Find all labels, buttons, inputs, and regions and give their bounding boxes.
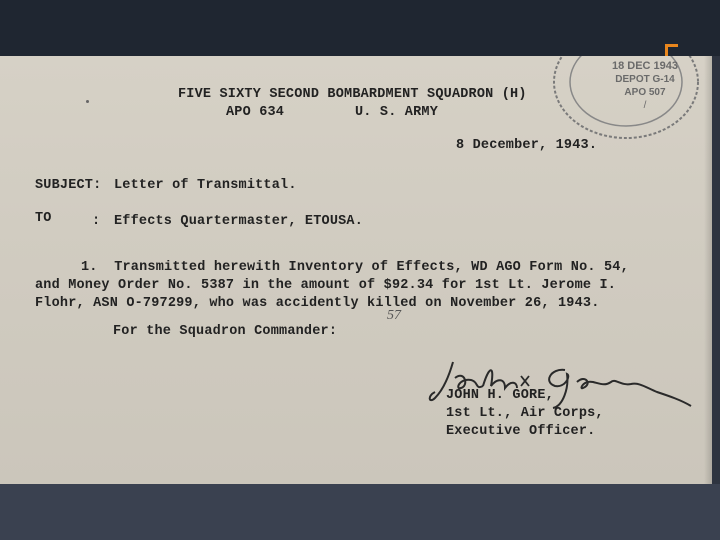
letter-date: 8 December, 1943. <box>456 138 598 153</box>
stamp-date: 18 DEC 1943 <box>611 60 679 72</box>
signer-rank: 1st Lt., Air Corps, <box>446 406 604 421</box>
letterhead-army: U. S. ARMY <box>355 105 439 120</box>
signer-title: Executive Officer. <box>446 424 596 439</box>
slide-top-band <box>0 0 720 56</box>
paper-speck <box>86 100 89 103</box>
depot-stamp <box>548 56 704 140</box>
stamp-mark: / <box>643 100 647 111</box>
body-line-2: and Money Order No. 5387 in the amount of $92.34 for 1st Lt. Jerome I. <box>35 278 617 293</box>
body-line-1: 1. Transmitted herewith Inventory of Effects, WD AGO Form No. 54, <box>81 260 629 275</box>
document-scan <box>0 56 712 484</box>
subject-value: Letter of Transmittal. <box>114 178 297 193</box>
slide-bottom-band <box>0 484 720 540</box>
signer-name: JOHN H. GORE, <box>446 388 554 403</box>
to-value: Effects Quartermaster, ETOUSA. <box>114 214 364 229</box>
letterhead-unit: FIVE SIXTY SECOND BOMBARDMENT SQUADRON (H) <box>178 87 527 102</box>
body-line-3: Flohr, ASN O-797299, who was accidently killed on November 26, 1943. <box>35 296 600 311</box>
letterhead-apo: APO 634 <box>226 105 285 120</box>
closing-line: For the Squadron Commander: <box>113 324 338 339</box>
to-colon: : <box>92 214 101 229</box>
stamp-depot: DEPOT G-14 <box>615 74 675 85</box>
subject-label: SUBJECT: <box>35 178 102 193</box>
pencil-note: 57 <box>387 308 401 323</box>
to-label: TO <box>35 211 52 226</box>
stamp-apo: APO 507 <box>624 87 666 98</box>
